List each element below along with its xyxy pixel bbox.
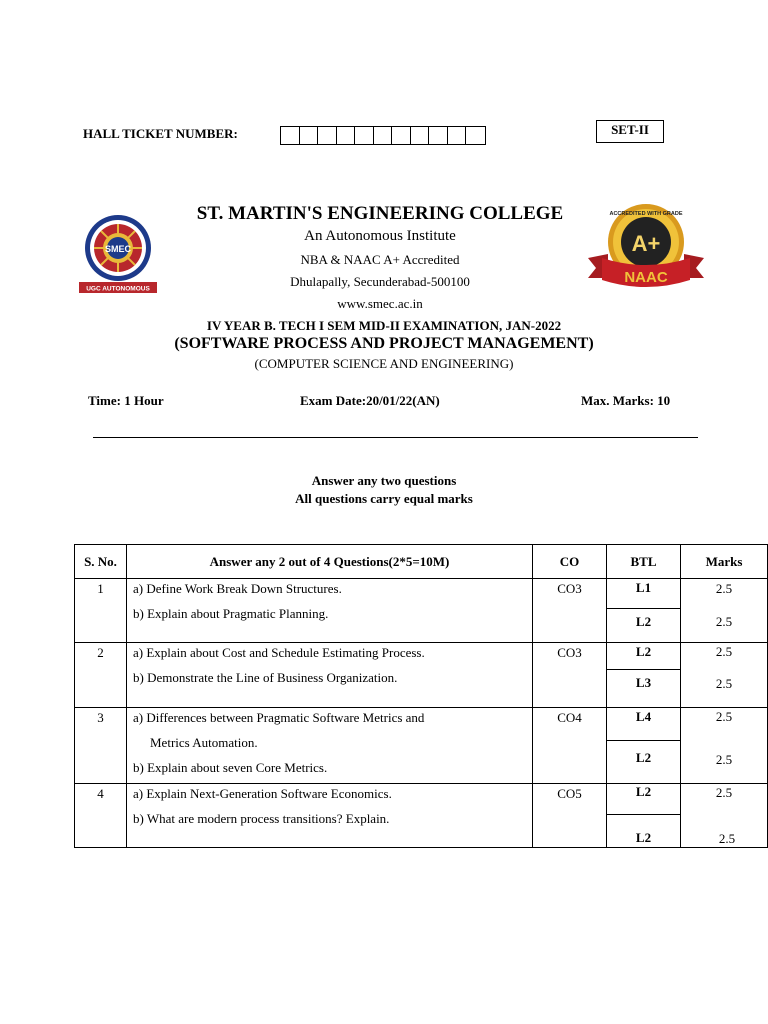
marks-value: 2.5 [715,676,733,691]
instruction-line: All questions carry equal marks [295,491,473,506]
hall-ticket-digit-box[interactable] [281,127,300,144]
btl-cell [607,784,681,848]
department-name: (COMPUTER SCIENCE AND ENGINEERING) [254,356,514,371]
question-part: b) Explain about Pragmatic Planning. [133,606,329,621]
btl-cell [607,643,681,708]
set-label: SET-II [596,120,664,143]
header-btl: BTL [607,545,681,579]
table-row [75,643,768,708]
question-number: 3 [75,708,127,784]
question-part: a) Define Work Break Down Structures. [133,581,342,596]
btl-level: L4 [607,708,680,741]
hall-ticket-digit-box[interactable] [337,127,356,144]
course-outcome: CO4 [533,708,607,784]
max-marks: Max. Marks: 10 [581,393,671,408]
exam-date: Exam Date:20/01/22(AN) [300,393,440,408]
course-outcome: CO3 [533,579,607,643]
header-co: CO [533,545,607,579]
btl-cell [607,708,681,784]
marks-cell [681,784,768,848]
naac-ribbon-text: NAAC [624,269,668,286]
hall-ticket-digit-box[interactable] [448,127,467,144]
marks-cell [681,708,768,784]
college-name: ST. MARTIN'S ENGINEERING COLLEGE [196,203,564,224]
marks-value: 2.5 [715,644,733,659]
header-questions: Answer any 2 out of 4 Questions(2*5=10M) [127,545,533,579]
question-text [127,708,533,784]
btl-level: L2 [607,643,680,670]
separator-line [93,437,698,438]
question-number: 1 [75,579,127,643]
header-marks: Marks [681,545,768,579]
table-header-row [75,545,768,579]
course-outcome: CO5 [533,784,607,848]
logo-initials: SMEC [104,244,132,254]
grade-text: A+ [631,231,661,256]
hall-ticket-digit-box[interactable] [392,127,411,144]
question-part: b) What are modern process transitions? Explain. [133,811,390,826]
hall-ticket-digit-box[interactable] [355,127,374,144]
btl-level: L3 [635,675,652,690]
btl-level: L1 [607,579,680,609]
exam-title: IV YEAR B. TECH I SEM MID-II EXAMINATION, JAN-2022 [206,318,562,333]
btl-cell [607,579,681,643]
marks-value: 2.5 [715,614,733,629]
table-row [75,708,768,784]
hall-ticket-digit-box[interactable] [466,127,485,144]
btl-level: L2 [635,614,652,629]
accredited-arc-text: ACCREDITED WITH GRADE [609,211,683,217]
hall-ticket-digit-box[interactable] [300,127,319,144]
question-part: b) Demonstrate the Line of Business Organization. [133,670,398,685]
instruction-line: Answer any two questions [311,473,457,488]
hall-ticket-number-boxes[interactable] [280,126,486,145]
marks-cell [681,643,768,708]
question-part: a) Explain about Cost and Schedule Estimating Process. [133,645,425,660]
marks-value: 2.5 [715,752,733,767]
accreditation: NBA & NAAC A+ Accredited [300,252,460,267]
question-text [127,784,533,848]
exam-duration: Time: 1 Hour [88,393,164,408]
question-part: a) Differences between Pragmatic Software Metrics and [133,710,425,725]
marks-value: 2.5 [715,709,733,724]
table-row [75,579,768,643]
question-text [127,579,533,643]
marks-value: 2.5 [715,581,733,596]
btl-level: L2 [635,830,652,845]
btl-level: L2 [635,750,652,765]
question-part: b) Explain about seven Core Metrics. [133,760,328,775]
ugc-autonomous-ribbon: UGC AUTONOMOUS [86,285,150,293]
header-sno: S. No. [75,545,127,579]
marks-value: 2.5 [715,785,733,800]
subject-title: (SOFTWARE PROCESS AND PROJECT MANAGEMENT) [174,335,594,352]
college-address: Dhulapally, Secunderabad-500100 [290,274,470,289]
hall-ticket-digit-box[interactable] [374,127,393,144]
question-number: 4 [75,784,127,848]
course-outcome: CO3 [533,643,607,708]
institute-type: An Autonomous Institute [304,228,456,244]
hall-ticket-digit-box[interactable] [429,127,448,144]
question-part-continued: Metrics Automation. [150,735,258,750]
question-number: 2 [75,643,127,708]
questions-table [74,544,768,848]
hall-ticket-digit-box[interactable] [318,127,337,144]
table-row [75,784,768,848]
hall-ticket-label: HALL TICKET NUMBER: [83,126,238,141]
btl-level: L2 [607,784,680,815]
question-text [127,643,533,708]
marks-cell [681,579,768,643]
marks-value: 2.5 [718,831,736,846]
college-website: www.smec.ac.in [337,296,423,311]
hall-ticket-digit-box[interactable] [411,127,430,144]
question-part: a) Explain Next-Generation Software Economics. [133,786,392,801]
